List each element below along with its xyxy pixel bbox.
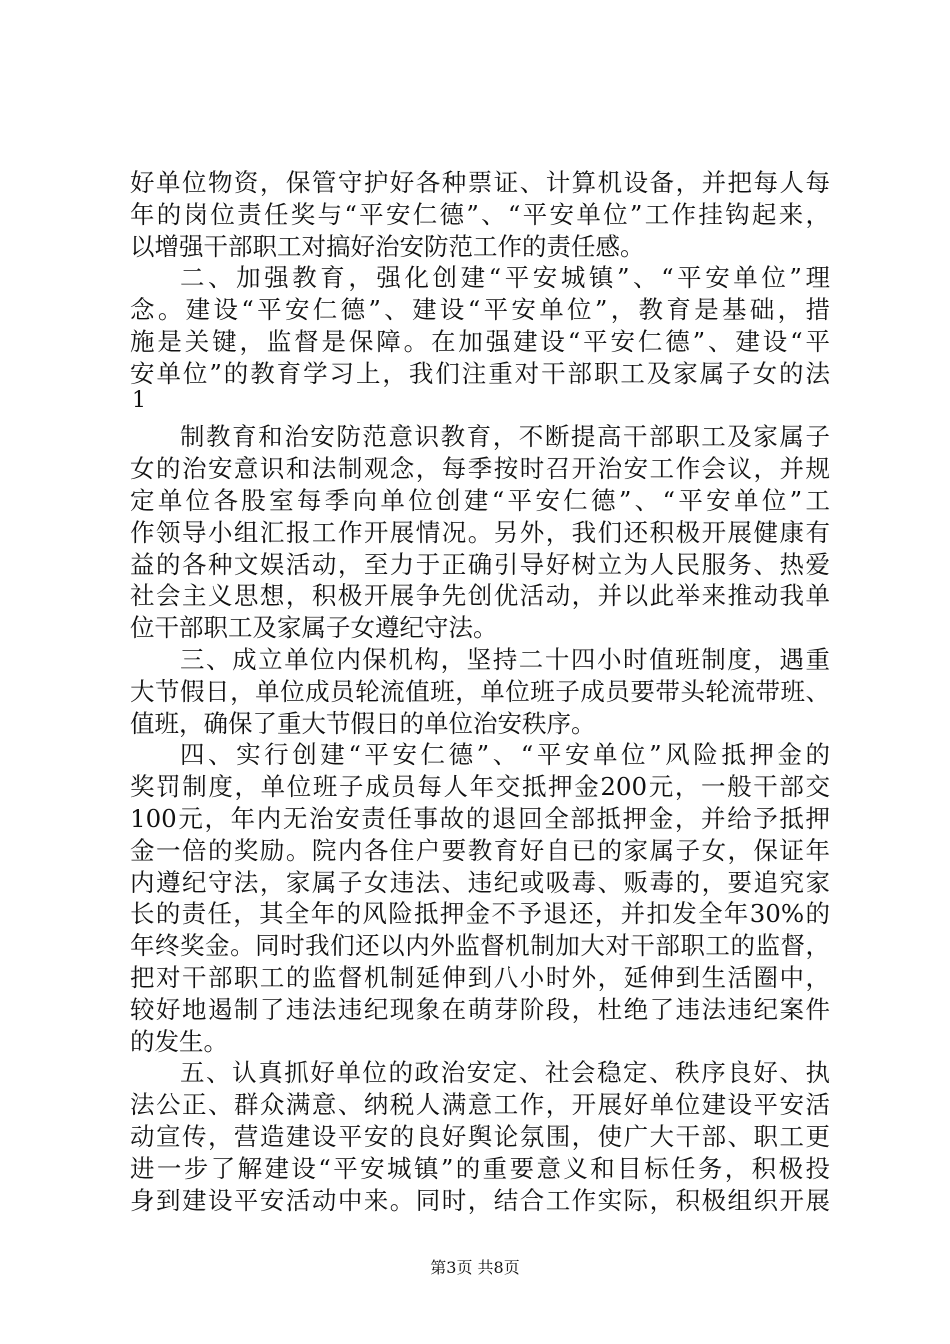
body-line: 年终奖金。同时我们还以内外监督机制加大对干部职工的监督， <box>130 931 830 960</box>
paragraph-heading-3: 三、成立单位内保机构，坚持二十四小时值班制度，遇重 <box>180 645 830 674</box>
page-footer: 第3页 共8页 <box>430 1258 520 1277</box>
body-line: 益的各种文娱活动，至力于正确引导好树立为人民服务、热爱 <box>130 550 830 579</box>
body-line: 安单位”的教育学习上，我们注重对干部职工及家属子女的法 <box>130 359 830 388</box>
body-line: 动宣传，营造建设平安的良好舆论氛围，使广大干部、职工更 <box>130 1122 830 1151</box>
body-line: 身到建设平安活动中来。同时，结合工作实际，积极组织开展 <box>130 1186 830 1215</box>
body-line: 作领导小组汇报工作开展情况。另外，我们还积极开展健康有 <box>130 518 830 547</box>
body-line: 100元，年内无治安责任事故的退回全部抵押金，并给予抵押 <box>130 804 830 833</box>
body-line: 值班，确保了重大节假日的单位治安秩序。 <box>130 709 596 738</box>
body-line: 长的责任，其全年的风险抵押金不予退还，并扣发全年30%的 <box>130 899 830 928</box>
body-line: 进一步了解建设“平安城镇”的重要意义和目标任务，积极投 <box>130 1154 830 1183</box>
body-line: 法公正、群众满意、纳税人满意工作，开展好单位建设平安活 <box>130 1090 830 1119</box>
inline-page-number: 1 <box>132 388 146 413</box>
body-line: 大节假日，单位成员轮流值班，单位班子成员要带头轮流带班、 <box>130 677 830 706</box>
body-line: 把对干部职工的监督机制延伸到八小时外，延伸到生活圈中， <box>130 963 830 992</box>
body-line: 好单位物资，保管守护好各种票证、计算机设备，并把每人每 <box>130 168 830 197</box>
body-line: 较好地遏制了违法违纪现象在萌芽阶段，杜绝了违法违纪案件 <box>130 995 830 1024</box>
body-line: 施是关键，监督是保障。在加强建设“平安仁德”、建设“平 <box>130 327 830 356</box>
paragraph-heading-2: 二、加强教育，强化创建“平安城镇”、“平安单位”理 <box>180 263 830 292</box>
body-line: 社会主义思想，积极开展争先创优活动，并以此举来推动我单 <box>130 581 830 610</box>
body-line: 年的岗位责任奖与“平安仁德”、“平安单位”工作挂钩起来， <box>130 200 830 229</box>
body-line: 奖罚制度，单位班子成员每人年交抵押金200元，一般干部交 <box>130 772 830 801</box>
paragraph-heading-5: 五、认真抓好单位的政治安定、社会稳定、秩序良好、执 <box>180 1058 830 1087</box>
body-line: 定单位各股室每季向单位创建“平安仁德”、“平安单位”工 <box>130 486 830 515</box>
body-line: 的发生。 <box>130 1027 228 1056</box>
body-line: 金一倍的奖励。院内各住户要教育好自已的家属子女，保证年 <box>130 836 830 865</box>
body-line: 女的治安意识和法制观念，每季按时召开治安工作会议，并规 <box>130 454 830 483</box>
body-line: 位干部职工及家属子女遵纪守法。 <box>130 613 498 642</box>
body-line: 内遵纪守法，家属子女违法、违纪或吸毒、贩毒的，要追究家 <box>130 868 830 897</box>
body-line: 念。建设“平安仁德”、建设“平安单位”，教育是基础，措 <box>130 295 830 324</box>
body-line: 以增强干部职工对搞好治安防范工作的责任感。 <box>130 232 645 261</box>
paragraph-heading-4: 四、实行创建“平安仁德”、“平安单位”风险抵押金的 <box>180 740 830 769</box>
body-line: 制教育和治安防范意识教育，不断提高干部职工及家属子 <box>180 422 830 451</box>
